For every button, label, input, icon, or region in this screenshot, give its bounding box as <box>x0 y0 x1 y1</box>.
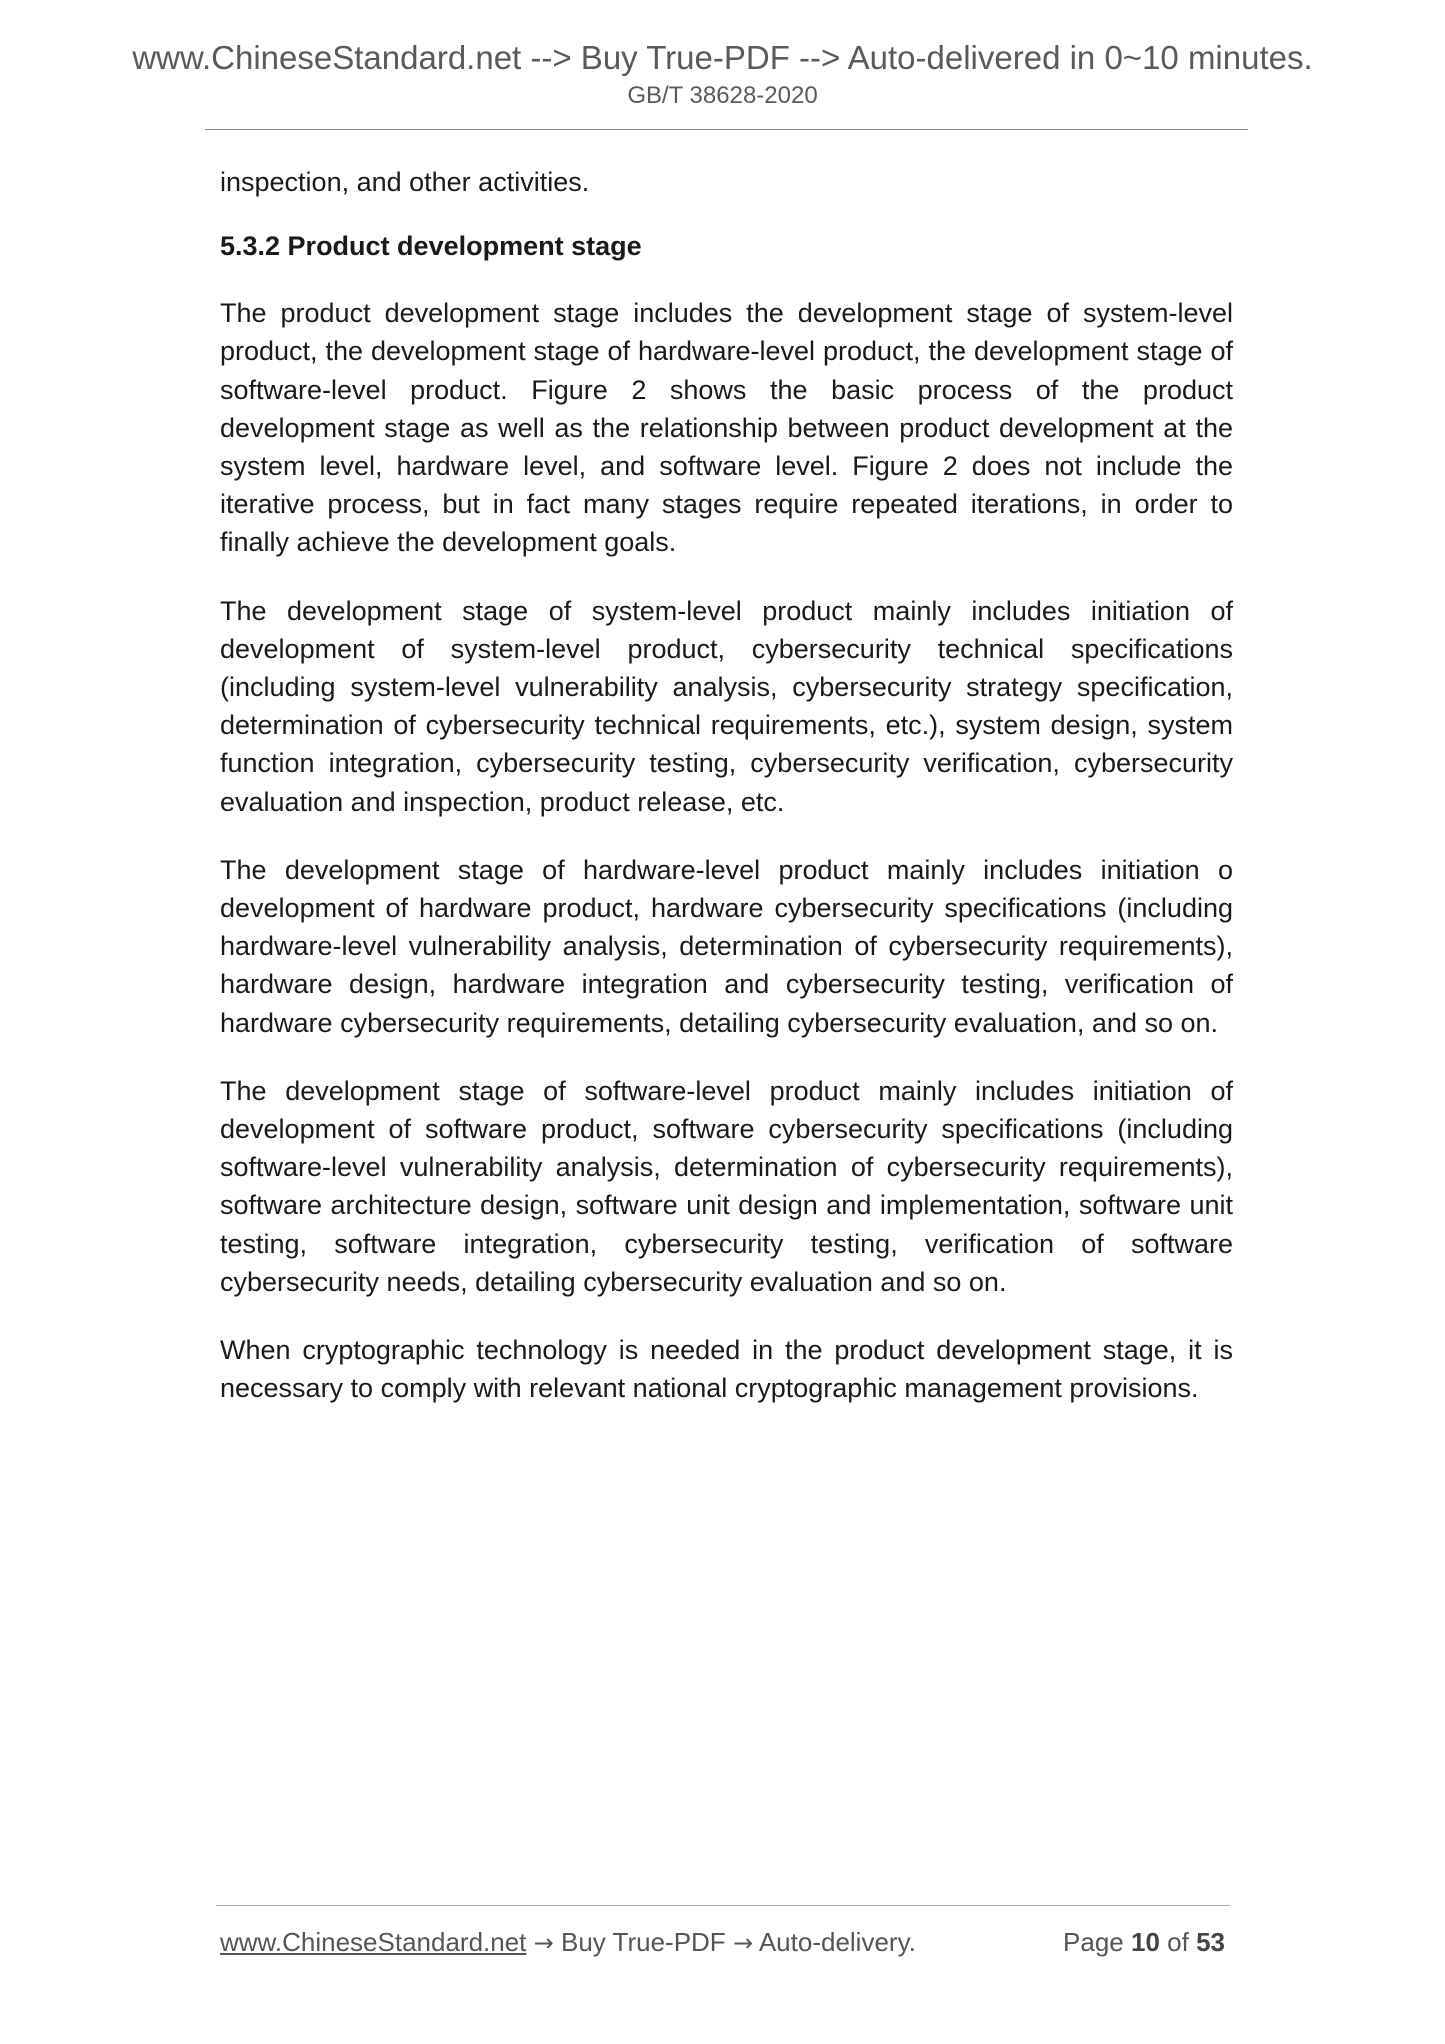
paragraph: The development stage of hardware-level product mainly includes initiation o development of hardware product, hardware cybersecurity specifications (including hardware-level vulnerability analysis, determination of cybersecurity requirements), hardware design, hardware integration and cybersecurity testing, verification of hardware cybersecurity requirements, detailing cybersecurity evaluation, and so on. <box>220 854 1233 1038</box>
footer-site-link[interactable]: www.ChineseStandard.net <box>220 1927 527 1957</box>
header-divider <box>205 129 1248 130</box>
arrow-right-icon: → <box>732 1929 754 1957</box>
paragraph: The development stage of system-level product mainly includes initiation of development of system-level product, cybersecurity technical specifications (including system-level vulnerability analysis, cybersecurity strategy specification, determination of cybersecurity technical requirements, etc.), system design, system function integration, cybersecurity testing, cybersecurity verification, cybersecurity evaluation and inspection, product release, etc. <box>220 595 1233 817</box>
paragraph: The product development stage includes the development stage of system-level product, the development stage of hardware-level product, the development stage of software-level product. Figure 2 shows the basic process of the product development stage as well as the relationship between product development at the system level, hardware level, and software level. Figure 2 does not include the iterative process, but in fact many stages require repeated iterations, in order to finally achieve the development goals. <box>220 298 1233 558</box>
page-footer <box>220 1925 1225 1959</box>
section-heading: 5.3.2 Product development stage <box>220 231 642 262</box>
paragraph: The development stage of software-level product mainly includes initiation of development of software product, software cybersecurity specifications (including software-level vulnerability analysis, determination of cybersecurity requirements), software architecture design, software unit design and implementation, software unit testing, software integration, cybersecurity testing, verification of software cybersecurity needs, detailing cybersecurity evaluation and so on. <box>220 1075 1233 1297</box>
footer-promo <box>220 1925 916 1960</box>
page-number <box>1063 1925 1225 1959</box>
document-body <box>220 163 1233 1437</box>
page-label: Page <box>1063 1927 1124 1957</box>
arrow-right-icon: → <box>533 1929 554 1957</box>
footer-buy-text: Buy True-PDF <box>560 1927 726 1957</box>
intro-fragment: inspection, and other activities. <box>220 167 590 197</box>
page-total: 53 <box>1196 1927 1225 1957</box>
footer-delivery-text: Auto-delivery. <box>758 1927 916 1957</box>
page-of: of <box>1167 1927 1189 1957</box>
header-banner: www.ChineseStandard.net --> Buy True-PDF --> Auto-delivered in 0~10 minutes. <box>132 39 1313 76</box>
standard-number: GB/T 38628-2020 <box>627 82 818 109</box>
footer-divider <box>216 1905 1230 1906</box>
paragraph: When cryptographic technology is needed in the product development stage, it is necessary to comply with relevant national cryptographic management provisions. <box>220 1335 1233 1404</box>
page-current: 10 <box>1131 1927 1160 1957</box>
